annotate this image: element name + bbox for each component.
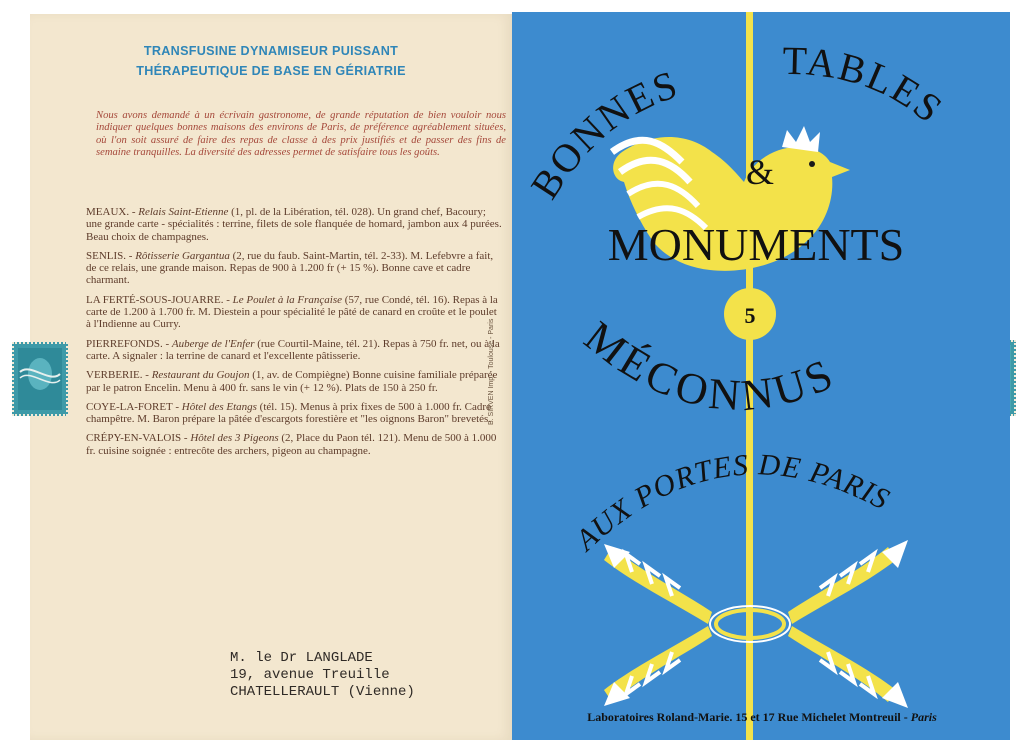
cover-art xyxy=(512,12,1010,740)
footer-main: Laboratoires Roland-Marie. 15 et 17 Rue Michelet Montreuil - xyxy=(587,710,911,724)
entry-town: PIERREFONDS. xyxy=(86,337,163,350)
entry-details: (rue Courtil-Maine, tél. 21). Repas à 750 fr. net, ou à la carte. A signaler : la terrine de canard et l'excellente pâtisserie. xyxy=(86,337,500,362)
entry-name: Restaurant du Goujon xyxy=(151,369,250,382)
restaurant-list xyxy=(86,206,504,464)
left-page xyxy=(30,14,512,740)
title-monuments: MONUMENTS xyxy=(607,219,905,270)
entry-details: (2, rue du faub. Saint-Martin, tél. 2-33). M. Lefebvre a fait, de ce relais, une grande maison. Repas de 900 à 1.200 fr (+ 15 %). Bonne cave et cadre charmant. xyxy=(86,249,494,287)
entry-name: Relais Saint-Etienne xyxy=(138,206,229,218)
issue-number: 5 xyxy=(744,303,756,328)
entry-details: (2, Place du Paon tél. 121). Menu de 500 à 1.000 fr. cuisine soignée : entrecôte des archers, pigeon au champagne. xyxy=(86,432,497,457)
entry-name: Hôtel des 3 Pigeons xyxy=(190,432,279,445)
entry-details: (tél. 15). Menus à prix fixes de 500 à 1.000 fr. Cadre champêtre. M. Baron prépare la pâtée d'escargots forestière et "les oignons Baron" brevetés. xyxy=(86,400,492,426)
intro-paragraph: Nous avons demandé à un écrivain gastronome, de grande réputation de bien vouloir nous indiquer quelques bonnes maisons des environs de Paris, de préférence agréablement situées, où l'on soit assuré de faire des repas de classe à des prix justifiés et de passer des fins de semaine tranquilles. La diversité des adresses permet de satisfaire tous les goûts. xyxy=(96,110,506,159)
cover-page xyxy=(512,12,1010,740)
address-line: CHATELLERAULT (Vienne) xyxy=(230,684,415,700)
printer-imprint: B. SIRVEN Imp. - Toulouse - Paris xyxy=(488,318,495,425)
title-bonnes: BONNES xyxy=(521,61,685,207)
entry-town: MEAUX. xyxy=(86,206,130,218)
entry-town: VERBERIE. xyxy=(86,369,143,382)
restaurant-entry: MEAUX. - Relais Saint-Etienne (1, pl. de la Libération, tél. 028). Un grand chef, Bacoury; une grande carte - spécialités : terrine, filets de sole flanquée de homard, jambon aux 4 purées. Beau choix de champagnes. xyxy=(86,206,502,243)
cover-footer xyxy=(532,710,992,725)
title-ampersand: & xyxy=(745,152,775,192)
entry-town: LA FERTÉ-SOUS-JOUARRE. xyxy=(86,293,224,306)
header-line-1: TRANSFUSINE DYNAMISEUR PUISSANT xyxy=(143,44,399,58)
footer-city: Paris xyxy=(910,710,937,724)
recipient-address xyxy=(230,650,415,701)
entry-details: (1, pl. de la Libération, tél. 028). Un grand chef, Bacoury; une grande carte - spécialités : terrine, filets de sole flanquée de homard, jambon aux 4 purées. Beau choix de champagnes. xyxy=(86,206,502,243)
entry-details: (57, rue Condé, tél. 16). Repas à la carte de 1.200 à 1.700 fr. M. Diestein a pour spécialité le pâté de canard en croûte et le poulet à l'Indienne au Curry. xyxy=(86,293,498,331)
entry-name: Le Poulet à la Française xyxy=(232,293,343,306)
entry-details: (1, av. de Compiègne) Bonne cuisine familiale préparée par le patron Encelin. Menu à 400 fr. sans le vin (+ 12 %). Plats de 150 à 250 fr. xyxy=(86,369,498,394)
restaurant-entry: PIERREFONDS. - Auberge de l'Enfer (rue Courtil-Maine, tél. 21). Repas à 750 fr. net, ou à la carte. A signaler : la terrine de canard et l'excellente pâtisserie. xyxy=(86,337,500,362)
title-meconnus: MÉCONNUS xyxy=(575,311,844,421)
header-line-2: THÉRAPEUTIQUE DE BASE EN GÉRIATRIE xyxy=(136,64,406,78)
title-tables: TABLES xyxy=(782,37,953,133)
restaurant-entry: COYE-LA-FORET - Hôtel des Etangs (tél. 15). Menus à prix fixes de 500 à 1.000 fr. Cadre champêtre. M. Baron prépare la pâtée d'escargots forestière et "les oignons Baron" brevetés. xyxy=(86,400,492,426)
subtitle-aux-portes: AUX PORTES DE PARIS xyxy=(569,448,896,557)
entry-name: Auberge de l'Enfer xyxy=(171,337,255,350)
entry-name: Hôtel des Etangs xyxy=(181,400,257,413)
address-line: M. le Dr LANGLADE xyxy=(230,650,373,666)
entry-town: CRÉPY-EN-VALOIS xyxy=(86,432,182,445)
address-line: 19, avenue Treuille xyxy=(230,667,390,683)
compass-arrows-icon xyxy=(604,540,908,708)
restaurant-entry: VERBERIE. - Restaurant du Goujon (1, av. de Compiègne) Bonne cuisine familiale préparée par le patron Encelin. Menu à 400 fr. sans le vin (+ 12 %). Plats de 150 à 250 fr. xyxy=(86,369,498,394)
restaurant-entry: CRÉPY-EN-VALOIS - Hôtel des 3 Pigeons (2, Place du Paon tél. 121). Menu de 500 à 1.000 fr. cuisine soignée : entrecôte des archers, pigeon au champagne. xyxy=(86,432,497,457)
entry-name: Rôtisserie Gargantua xyxy=(135,249,230,262)
entry-town: SENLIS. xyxy=(86,249,127,262)
entry-town: COYE-LA-FORET xyxy=(86,400,173,413)
stamp-art-icon xyxy=(14,344,66,414)
postage-stamp-left xyxy=(12,342,68,416)
restaurant-entry: LA FERTÉ-SOUS-JOUARRE. - Le Poulet à la Française (57, rue Condé, tél. 16). Repas à la carte de 1.200 à 1.700 fr. M. Diestein a pour spécialité le pâté de canard en croûte et le poulet à l'Indienne au Curry. xyxy=(86,293,498,331)
restaurant-entry: SENLIS. - Rôtisserie Gargantua (2, rue du faub. Saint-Martin, tél. 2-33). M. Lefebvre a fait, de ce relais, une grande maison. Repas de 900 à 1.200 fr (+ 15 %). Bonne cave et cadre charmant. xyxy=(86,249,494,287)
